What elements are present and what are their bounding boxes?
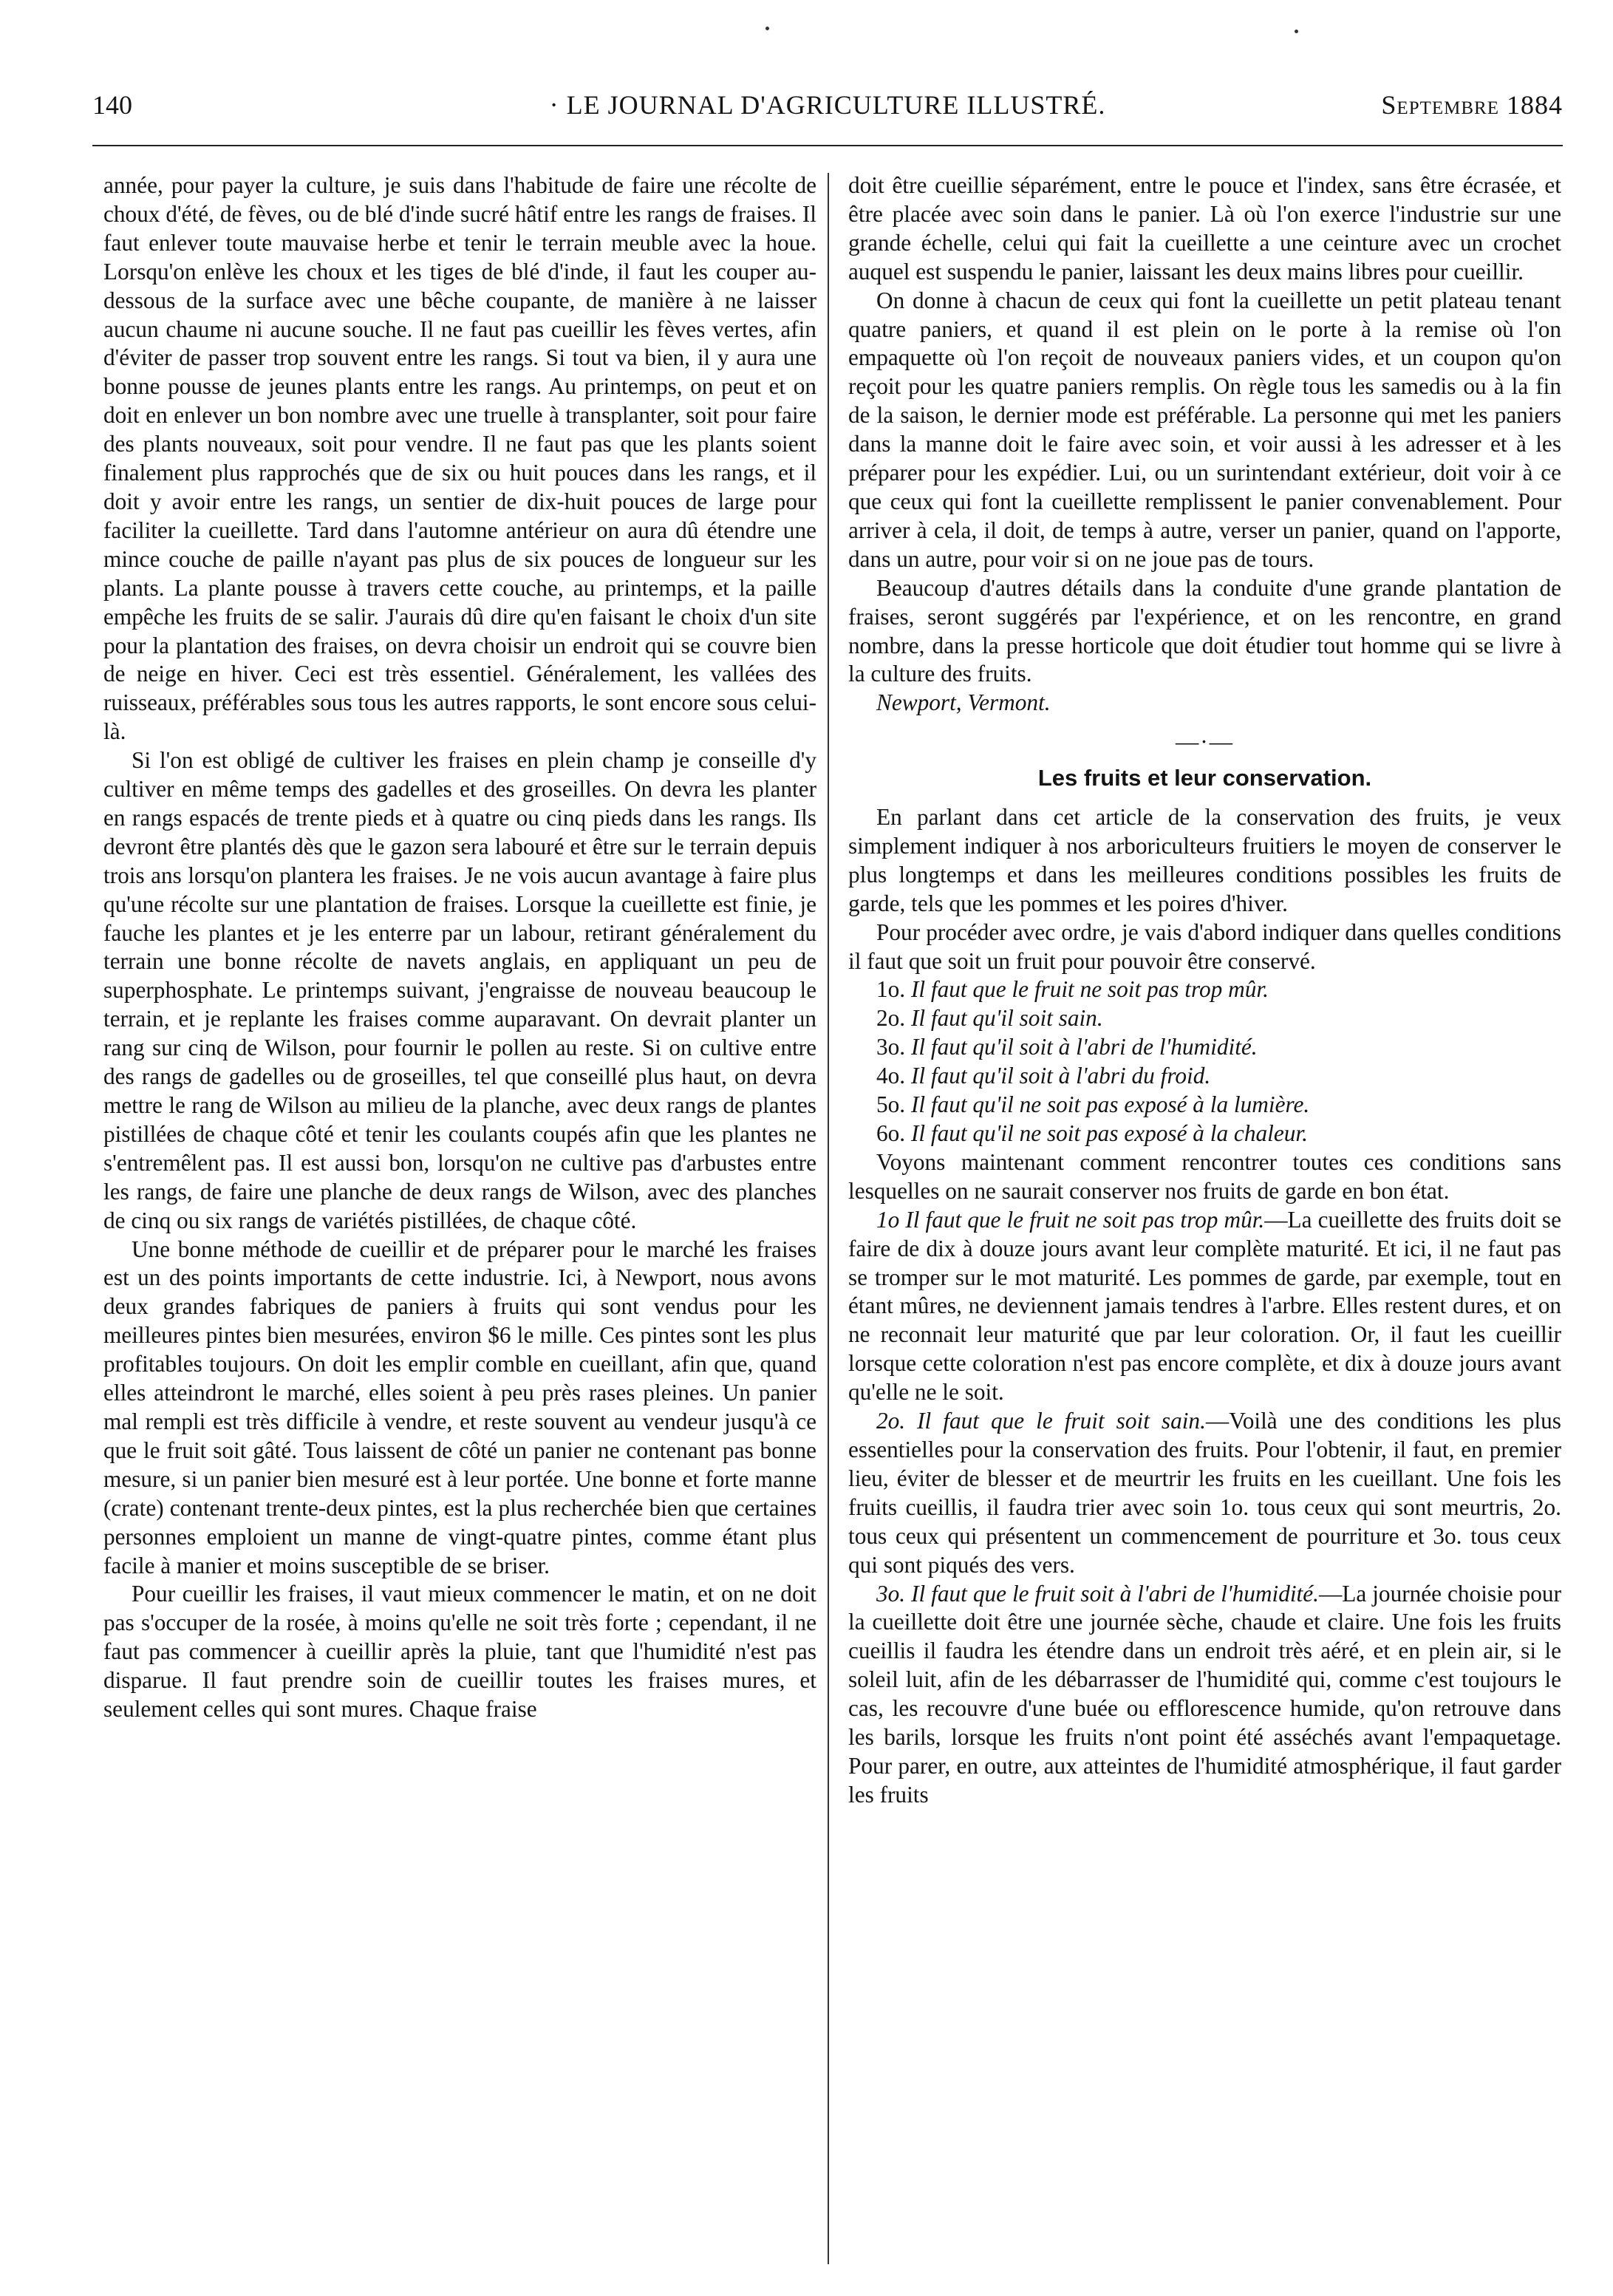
paragraph: On donne à chacun de ceux qui font la cueillette un petit plateau tenant quatre paniers, et quand il est plein on le porte à la remise où l'on empaquette où l'on reçoit de nouveaux paniers vides, et un coupon qu'on reçoit pour les quatre paniers remplis. On règle tous les samedis ou à la fin de la saison, le dernier mode est préférable. La personne qui met les paniers dans la manne doit le faire avec soin, et voir aussi à les adresser et à les préparer pour les expédier. Lui, ou un surintendant extérieur, doit voir à ce que ceux qui font la cueillette remplissent le panier convenablement. Pour arriver à cela, il doit, de temps à autre, verser un panier, quand on l'apporte, dans un autre, pour voir si on ne joue pas de tours. xyxy=(848,287,1561,572)
paragraph: Pour procéder avec ordre, je vais d'abord indiquer dans quelles conditions il faut que soit un fruit pour pouvoir être conservé. xyxy=(848,919,1561,974)
paragraph-lead: 3o. Il faut que le fruit soit à l'abri de l'humidité. xyxy=(876,1580,1319,1607)
column-divider xyxy=(828,173,829,2264)
journal-title: · LE JOURNAL D'AGRICULTURE ILLUSTRÉ. xyxy=(549,90,1106,120)
condition-item xyxy=(848,975,1561,1004)
paragraph xyxy=(848,1206,1561,1407)
condition-number: 1o. xyxy=(876,976,906,1003)
section-separator: —·— xyxy=(1175,729,1235,755)
condition-text: Il faut qu'il soit à l'abri de l'humidité. xyxy=(910,1034,1258,1060)
condition-text: Il faut qu'il ne soit pas exposé à la lumière. xyxy=(910,1091,1310,1118)
right-column xyxy=(848,171,1561,1810)
issue-date: Septembre 1884 xyxy=(1381,90,1563,120)
page-number: 140 xyxy=(92,90,132,120)
header-rule xyxy=(92,145,1563,146)
page-header xyxy=(92,87,1563,123)
condition-item xyxy=(848,1004,1561,1033)
paragraph: doit être cueillie séparément, entre le pouce et l'index, sans être écrasée, et être placée avec soin dans le panier. Là où l'on exerce l'industrie sur une grande échelle, celui qui fait la cueillette a une ceinture avec un crochet auquel est suspendu le panier, laissant les deux mains libres pour cueillir. xyxy=(848,172,1561,285)
paragraph: Pour cueillir les fraises, il vaut mieux commencer le matin, et on ne doit pas s'occuper de la rosée, à moins qu'elle ne soit très forte ; cependant, il ne faut pas commencer à cueillir après la pluie, tant que l'humidité n'est pas disparue. Il faut prendre soin de cueillir toutes les fraises mures, et seulement celles qui sont mures. Chaque fraise xyxy=(103,1581,816,1723)
condition-number: 2o. xyxy=(876,1005,906,1032)
condition-item xyxy=(848,1120,1561,1148)
paragraph: Voyons maintenant comment rencontrer toutes ces conditions sans lesquelles on ne saurait conserver nos fruits de garde en bon état. xyxy=(848,1148,1561,1204)
left-column xyxy=(103,171,816,1724)
paragraph-lead: 1o Il faut que le fruit ne soit pas trop mûr. xyxy=(876,1206,1265,1233)
condition-text: Il faut qu'il soit à l'abri du froid. xyxy=(910,1063,1211,1089)
condition-item xyxy=(848,1062,1561,1091)
condition-number: 3o. xyxy=(876,1034,906,1060)
condition-number: 5o. xyxy=(876,1091,906,1118)
paragraph: année, pour payer la culture, je suis dans l'habitude de faire une récolte de choux d'été, de fèves, ou de blé d'inde sucré hâtif entre les rangs de fraises. Il faut enlever toute mauvaise herbe et tenir le terrain meuble avec la houe. Lorsqu'on enlève les choux et les tiges de blé d'inde, il faut les couper au-dessous de la surface avec une bêche coupante, de manière à ne laisser aucun chaume ni aucune souche. Il ne faut pas cueillir les fèves vertes, afin d'éviter de passer trop souvent entre les rangs. Si tout va bien, il y aura une bonne pousse de jeunes plants entre les rangs. Au printemps, on peut et on doit en enlever un bon nombre avec une truelle à transplanter, soit pour faire des plants nouveaux, soit pour vendre. Il ne faut pas que les plants soient finalement plus rapprochés que de six ou huit pouces dans les rangs, et il doit y avoir entre les rangs, un sentier de dix-huit pouces de large pour faciliter la cueillette. Tard dans l'automne antérieur on aura dû étendre une mince couche de paille n'ayant pas plus de six pouces de longueur sur les plants. La plante pousse à travers cette couche, au printemps, et la paille empêche les fruits de se salir. J'aurais dû dire qu'en faisant le choix d'un site pour la plantation des fraises, on devra choisir un endroit qui se couvre bien de neige en hiver. Ceci est très essentiel. Généralement, les vallées des ruisseaux, préférables sous tous les autres rapports, le sont encore sous celui-là. xyxy=(103,172,816,745)
condition-item xyxy=(848,1033,1561,1062)
condition-item xyxy=(848,1091,1561,1120)
print-speck xyxy=(765,27,769,30)
paragraph xyxy=(848,1407,1561,1579)
paragraph-lead: 2o. Il faut que le fruit soit sain. xyxy=(876,1408,1206,1434)
paragraph: En parlant dans cet article de la conservation des fruits, je veux simplement indiquer à nos arboriculteurs fruitiers le moyen de conserver le plus longtemps et dans les meilleures conditions possibles les fruits de garde, tels que les pommes et les poires d'hiver. xyxy=(848,804,1561,916)
condition-text: Il faut qu'il ne soit pas exposé à la chaleur. xyxy=(910,1120,1308,1146)
paragraph-body: —Voilà une des conditions les plus essentielles pour la conservation des fruits. Pour l'obtenir, il faut, en premier lieu, éviter de blesser et de meurtrir les fruits en les cueillant. Une fois les fruits cueillis, il faudra trier avec soin 1o. tous ceux qui sont meurtris, 2o. tous ceux qui présentent un commencement de pourriture et 3o. tous ceux qui sont piqués des vers. xyxy=(848,1408,1561,1578)
paragraph: Si l'on est obligé de cultiver les fraises en plein champ je conseille d'y cultiver en même temps des gadelles et des groseilles. On devra les planter en rangs espacés de trente pieds et à quatre ou cinq pieds dans les rangs. Ils devront être plantés dès que le gazon sera labouré et être sur le terrain depuis trois ans lorsqu'on plantera les fraises. Je ne vois aucun avantage à faire plus qu'une récolte sur une plantation de fraises. Lorsque la cueillette est finie, je fauche les plantes et je les enterre par un labour, retirant généralement du terrain une bonne récolte de navets anglais, en appliquant un peu de superphosphate. Le printemps suivant, j'engraisse de nouveau beaucoup le terrain, et je replante les fraises comme auparavant. On devrait planter un rang sur cinq de Wilson, pour fournir le pollen au reste. Si on cultive entre des rangs de gadelles ou de groseilles, tel que conseillé plus haut, on devra mettre le rang de Wilson au milieu de la planche, avec deux rangs de plantes pistillées de chaque côté et tenir les coulants coupés afin que les plantes ne s'entremêlent pas. Il est aussi bon, lorsqu'on ne cultive pas d'arbustes entre les rangs, de faire une planche de deux rangs de Wilson, avec des planches de cinq ou six rangs de variétés pistillées, de chaque côté. xyxy=(103,747,816,1233)
paragraph xyxy=(848,1580,1561,1810)
print-speck xyxy=(1295,30,1298,33)
paragraph: Beaucoup d'autres détails dans la conduite d'une grande plantation de fraises, seront suggérés par l'expérience, et on les rencontre, en grand nombre, dans la presse horticole que doit étudier tout homme qui se livre à la culture des fruits. xyxy=(848,574,1561,687)
section-title: Les fruits et leur conservation. xyxy=(1037,765,1372,791)
conditions-list xyxy=(848,975,1561,1148)
paragraph: Une bonne méthode de cueillir et de préparer pour le marché les fraises est un des points importants de cette industrie. Ici, à Newport, nous avons deux grandes fabriques de paniers à fruits qui sont vendus pour les meilleures pintes bien mesurées, environ $6 le mille. Ces pintes sont les plus profitables toujours. On doit les emplir comble en cueillant, afin que, quand elles atteindront le marché, elles soient à peu près rases pleines. Un panier mal rempli est très difficile à vendre, et reste souvent au vendeur jusqu'à ce que le fruit soit gâté. Tous laissent de côté un panier ne contenant pas bonne mesure, si un panier bien mesuré est à leur portée. Une bonne et forte manne (crate) contenant trente-deux pintes, est la plus recherchée bien que certaines personnes emploient un manne de vingt-quatre pintes, comme étant plus facile à manier et moins susceptible de se briser. xyxy=(103,1236,816,1578)
condition-number: 4o. xyxy=(876,1063,906,1089)
condition-text: Il faut que le fruit ne soit pas trop mûr. xyxy=(910,976,1269,1003)
condition-text: Il faut qu'il soit sain. xyxy=(910,1005,1103,1032)
article-signature: Newport, Vermont. xyxy=(876,689,1051,716)
condition-number: 6o. xyxy=(876,1120,906,1146)
paragraph-body: —La cueillette des fruits doit se faire de dix à douze jours avant leur complète maturité. Et ici, il ne faut pas se tromper sur le mot maturité. Les pommes de garde, par exemple, tout en étant mûres, ne deviennent jamais tendres à l'arbre. Elles restent dures, et on ne reconnait leur maturité que par leur coloration. Or, il faut les cueillir lorsque cette coloration n'est pas encore complète, et dix à douze jours avant qu'elle ne le soit. xyxy=(848,1206,1561,1406)
paragraph-body: —La journée choisie pour la cueillette doit être une journée sèche, chaude et claire. Une fois les fruits cueillis il faudra les étendre dans un endroit très aéré, et en plein air, si le soleil luit, afin de les débarrasser de l'humidité qui, comme c'est toujours le cas, les recouvre d'une buée ou efflorescence humide, qu'on retrouve dans les barils, lorsque les fruits n'ont point été asséchés avant l'empaquetage. Pour parer, en outre, aux atteintes de l'humidité atmosphérique, il faut garder les fruits xyxy=(848,1580,1562,1808)
